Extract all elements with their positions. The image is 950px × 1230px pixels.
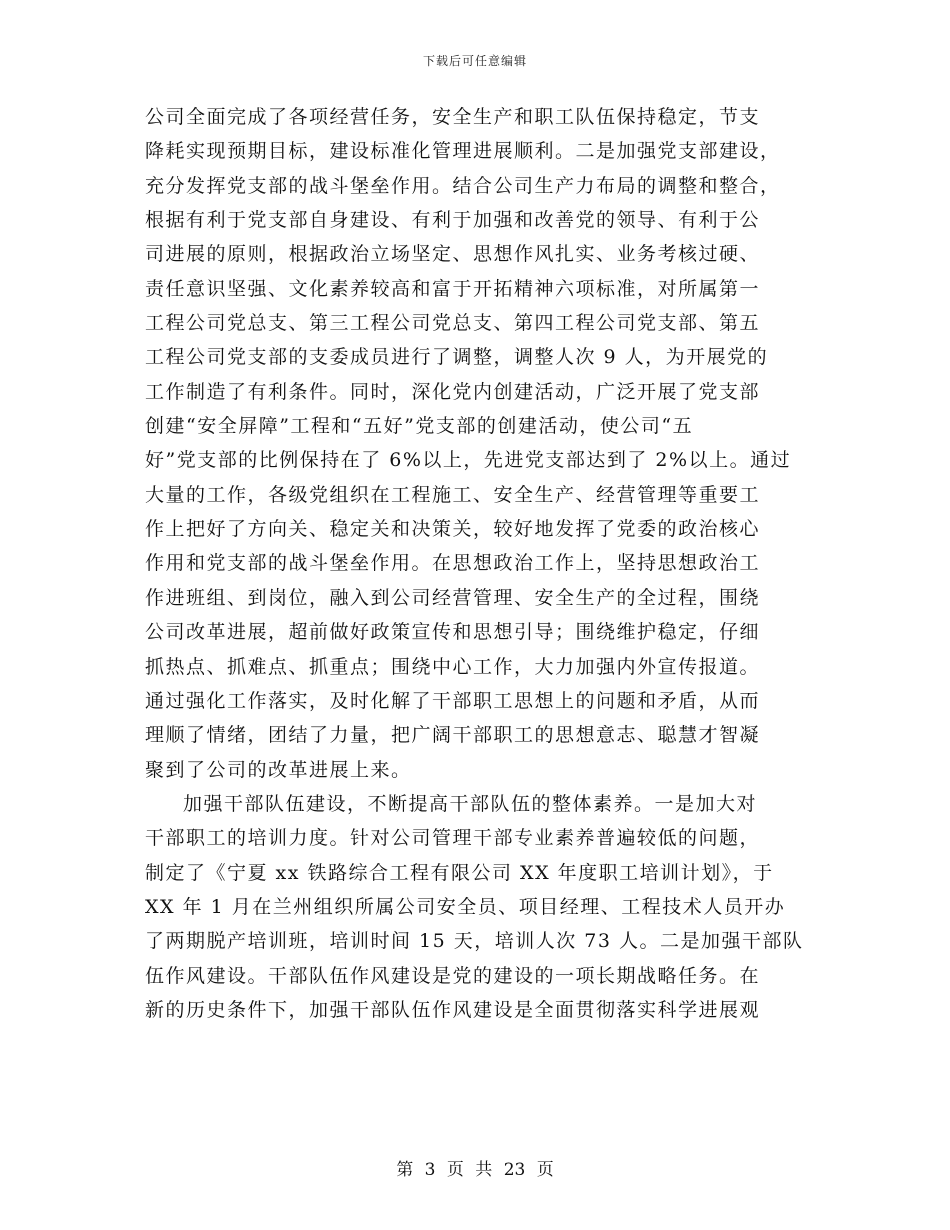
text-line: 工作制造了有利条件。同时，深化党内创建活动，广泛开展了党支部: [145, 380, 761, 403]
text-line: 好”党支部的比例保持在了 6%以上，先进党支部达到了 2%以上。通过: [145, 449, 792, 472]
text-line: 聚到了公司的改革进展上来。: [145, 758, 412, 781]
text-line: 大量的工作，各级党组织在工程施工、安全生产、经营管理等重要工: [145, 483, 761, 506]
text-line: 工程公司党支部的支委成员进行了调整，调整人次 9 人，为开展党的: [145, 346, 769, 369]
text-line: 作用和党支部的战斗堡垒作用。在思想政治工作上，坚持思想政治工: [145, 552, 761, 575]
text-line: 责任意识坚强、文化素养较高和富于开拓精神六项标准，对所属第一: [145, 277, 761, 300]
text-line: XX 年 1 月在兰州组织所属公司安全员、项目经理、工程技术人员开办: [145, 895, 786, 918]
text-line: 公司全面完成了各项经营任务，安全生产和职工队伍保持稳定，节支: [145, 106, 761, 128]
text-line: 司进展的原则，根据政治立场坚定、思想作风扎实、业务考核过硬、: [145, 243, 761, 266]
text-line: 抓热点、抓难点、抓重点；围绕中心工作，大力加强内外宣传报道。: [145, 655, 761, 678]
text-line: 创建“安全屏障”工程和“五好”党支部的创建活动，使公司“五: [145, 415, 694, 438]
text-line: 根据有利于党支部自身建设、有利于加强和改善党的领导、有利于公: [145, 209, 761, 232]
text-line: 干部职工的培训力度。针对公司管理干部专业素养普遍较低的问题，: [145, 827, 761, 850]
text-line: 通过强化工作落实，及时化解了干部职工思想上的问题和矛盾，从而: [145, 689, 761, 712]
text-line: 作进班组、到岗位，融入到公司经营管理、安全生产的全过程，围绕: [145, 586, 761, 609]
text-line: 伍作风建设。干部队伍作风建设是党的建设的一项长期战略任务。在: [145, 964, 761, 987]
text-line: 充分发挥党支部的战斗堡垒作用。结合公司生产力布局的调整和整合，: [145, 174, 781, 197]
document-body: [145, 100, 804, 1027]
text-line: 新的历史条件下，加强干部队伍作风建设是全面贯彻落实科学进展观: [145, 998, 761, 1021]
text-line: 公司改革进展，超前做好政策宣传和思想引导；围绕维护稳定，仔细: [145, 621, 761, 644]
text-line: 了两期脱产培训班，培训时间 15 天，培训人次 73 人。二是加强干部队: [145, 930, 804, 953]
page-number-footer: 第 3 页 共 23 页: [396, 1160, 554, 1180]
text-line: 降耗实现预期目标，建设标准化管理进展顺利。二是加强党支部建设，: [145, 140, 781, 163]
text-line: 工程公司党总支、第三工程公司党总支、第四工程公司党支部、第五: [145, 312, 761, 335]
text-line: 作上把好了方向关、稳定关和决策关，较好地发挥了党委的政治核心: [145, 518, 761, 541]
text-line: 理顺了情绪，团结了力量，把广阔干部职工的思想意志、聪慧才智凝: [145, 724, 761, 747]
text-line: 制定了《宁夏 xx 铁路综合工程有限公司 XX 年度职工培训计划》，于: [145, 861, 774, 884]
page-header: 下载后可任意编辑: [422, 54, 527, 68]
paragraph-first-line: 加强干部队伍建设，不断提高干部队伍的整体素养。一是加大对: [183, 792, 758, 815]
